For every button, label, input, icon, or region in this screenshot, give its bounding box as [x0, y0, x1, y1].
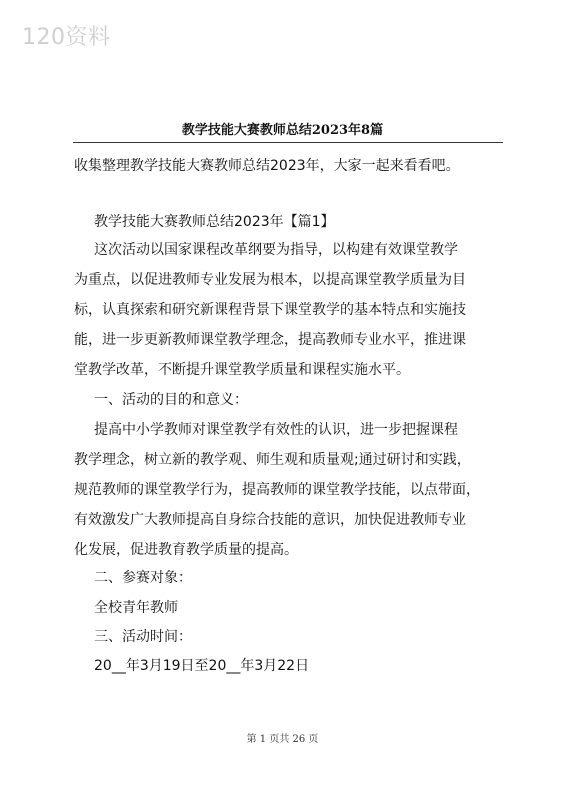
paragraph2-line: 化发展，促进教育教学质量的提高。 — [74, 542, 298, 558]
title-divider — [73, 142, 503, 143]
heading-purpose: 一、活动的目的和意义： — [94, 392, 248, 408]
paragraph1-line: 为重点，以促进教师专业发展为根本，以提高课堂教学质量为目 — [74, 272, 466, 288]
page-footer: 第 1 页共 26 页 — [246, 734, 319, 745]
paragraph2-line: 教学理念，树立新的教学观、师生观和质量观;通过研讨和实践， — [74, 452, 471, 468]
watermark-logo: 120资料 — [22, 25, 111, 50]
time-text: 20__年3月19日至20__年3月22日 — [94, 658, 310, 674]
document-title: 教学技能大赛教师总结2023年8篇 — [181, 123, 384, 138]
paragraph2-line: 规范教师的课堂教学行为，提高教师的课堂教学技能，以点带面， — [74, 482, 480, 498]
heading-participants: 二、参赛对象： — [94, 570, 192, 586]
section-heading: 教学技能大赛教师总结2023年【篇1】 — [94, 214, 335, 230]
heading-time: 三、活动时间： — [94, 629, 192, 645]
paragraph2-line: 有效激发广大教师提高自身综合技能的意识，加快促进教师专业 — [74, 512, 466, 528]
paragraph1-line: 标，认真探索和研究新课程背景下课堂教学的基本特点和实施技 — [74, 302, 466, 318]
paragraph2-line: 提高中小学教师对课堂教学有效性的认识，进一步把握课程 — [94, 422, 458, 438]
participants-text: 全校青年教师 — [94, 600, 178, 616]
paragraph1-line: 堂教学改革，不断提升课堂教学质量和课程实施水平。 — [74, 362, 410, 378]
paragraph1-line: 这次活动以国家课程改革纲要为指导，以构建有效课堂教学 — [94, 242, 458, 258]
paragraph1-line: 能，进一步更新教师课堂教学理念，提高教师专业水平，推进课 — [74, 332, 466, 348]
intro-text: 收集整理教学技能大赛教师总结2023年，大家一起来看看吧。 — [74, 158, 460, 174]
